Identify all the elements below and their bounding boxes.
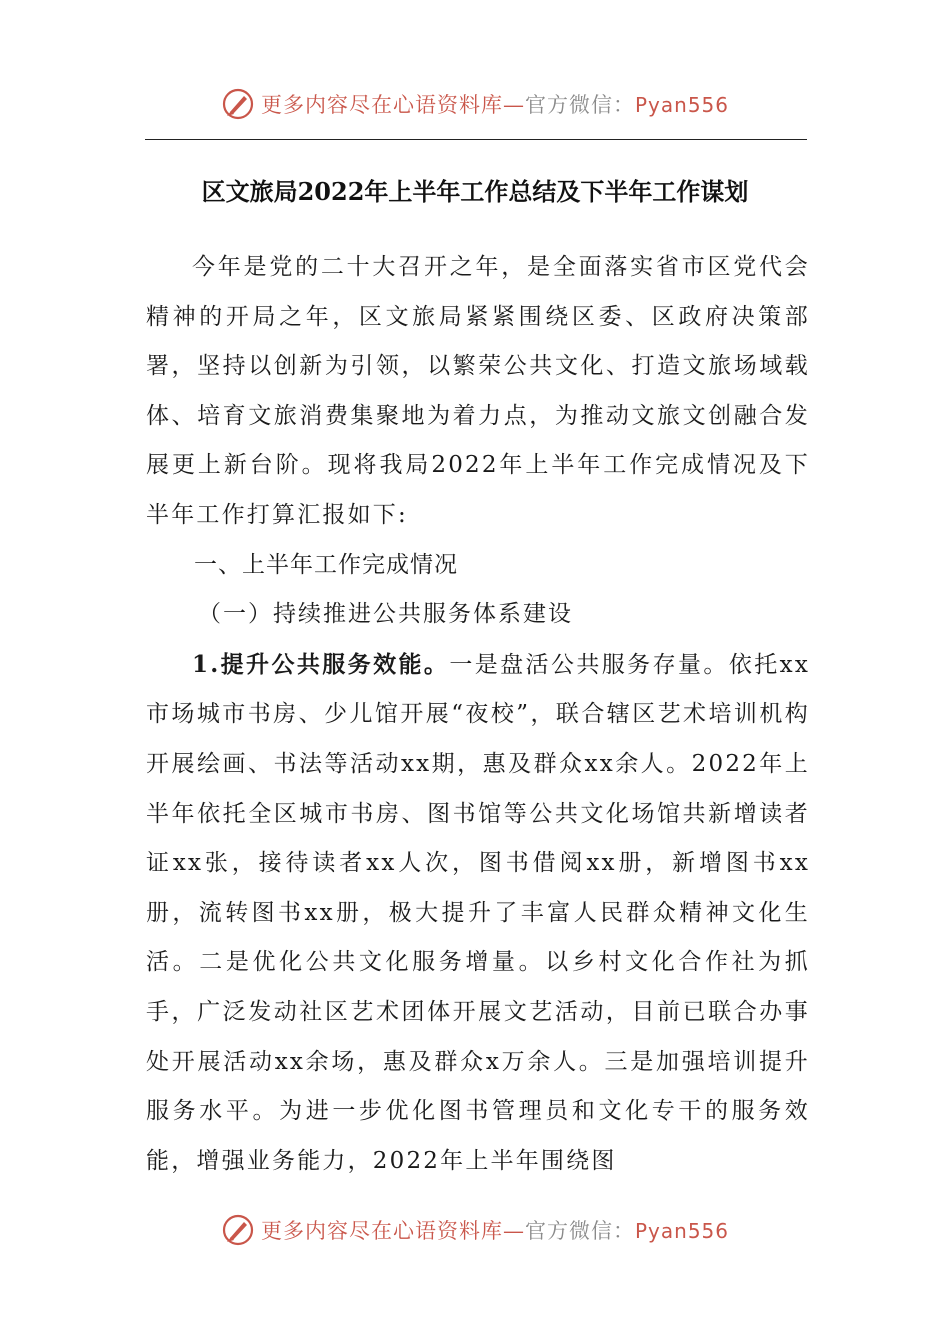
banner-wechat-id: Pyan556 (634, 1219, 729, 1243)
banner-wechat-id: Pyan556 (634, 93, 729, 117)
banner-dash: — (502, 1219, 525, 1243)
banner-main-text: 更多内容尽在心语资料库 (260, 93, 503, 117)
banner-label: 官方微信： (524, 93, 635, 117)
section-heading: 一、上半年工作完成情况 (194, 551, 458, 578)
header-watermark-banner (0, 82, 950, 126)
item-paragraph (146, 640, 810, 1187)
document-title: 区文旅局2022年上半年工作总结及下半年工作谋划 (201, 177, 749, 206)
header-divider (145, 139, 807, 140)
pen-logo-icon (221, 87, 255, 121)
banner-main-text: 更多内容尽在心语资料库 (260, 1219, 503, 1243)
document-body (146, 243, 810, 1186)
footer-watermark-banner (0, 1208, 950, 1252)
subsection-heading: （一）持续推进公共服务体系建设 (198, 601, 573, 628)
banner-label: 官方微信： (524, 1219, 635, 1243)
pen-logo-icon (221, 1213, 255, 1247)
banner-dash: — (502, 93, 525, 117)
intro-paragraph: 今年是党的二十大召开之年，是全面落实省市区党代会精神的开局之年，区文旅局紧紧围绕区委、区政府决策部署，坚持以创新为引领，以繁荣公共文化、打造文旅场域载体、培育文旅消费集聚地为着力点，为推动文旅文创融合发展更上新台阶。现将我局2022年上半年工作完成情况及下半年工作打算汇报如下: (146, 254, 810, 528)
item-lead: 1.提升公共服务效能。 (192, 650, 450, 678)
item-body: 一是盘活公共服务存量。依托xx市场城市书房、少儿馆开展“夜校”，联合辖区艺术培训机构开展绘画、书法等活动xx期，惠及群众xx余人。2022年上半年依托全区城市书房、图书馆等公共文化场馆共新增读者证xx张，接待读者xx人次，图书借阅xx册，新增图书xx册，流转图书xx册，极大提升了丰富人民群众精神文化生活。二是优化公共文化服务增量。以乡村文化合作社为抓手，广泛发动社区艺术团体开展文艺活动，目前已联合办事处开展活动xx余场，惠及群众x万余人。三是加强培训提升服务水平。为进一步优化图书管理员和文化专干的服务效能，增强业务能力，2022年上半年围绕图 (146, 651, 810, 1174)
